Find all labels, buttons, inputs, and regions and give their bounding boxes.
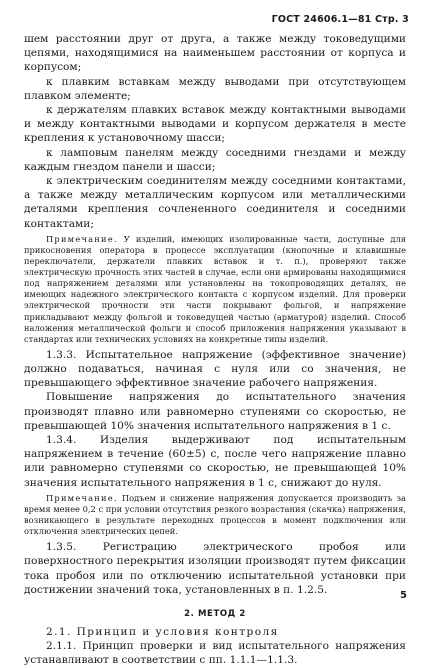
note-voltage-rise: [24, 493, 406, 537]
section-1-3-3-increase: Повышение напряжения до испытательного значения производят плавно или равномерно ступенями со скоростью, не превышающей 10% значения испытательного напряжения в 1 с.: [24, 391, 406, 432]
method-heading: 2. МЕТОД 2: [184, 609, 246, 619]
section-2-1-heading: 2.1. Принцип и условия контроля: [46, 626, 279, 638]
section-2-1-1: 2.1.1. Принцип проверки и вид испытательного напряжения устанавливают в соответствии с пп. 1.1.1—1.1.3.: [24, 640, 406, 667]
note-text: Подъем и снижение напряжения допускается производить за время менее 0,2 с при условии отсутствия резкого возрастания (скачка) напряжения, возникающего в результате переходных процессов в момент подключения или отключения электрических цепей.: [24, 492, 406, 537]
page-header: ГОСТ 24606.1—81 Стр. 3: [271, 14, 409, 25]
section-1-3-5: 1.3.5. Регистрацию электрического пробоя или поверхностного перекрытия изоляции производят путем фиксации тока пробоя или по отключению испытательной установки при достижении значений тока, установленных в п. 1.2.5.: [24, 541, 406, 596]
paragraph-fuse-holders: к держателям плавких вставок между контактными выводами и между контактными выводами и корпусом держателя в месте крепления к установочному шасси;: [24, 104, 406, 145]
paragraph-continuation: шем расстоянии друг от друга, а также между токоведущими цепями, находящимися на наименьшем расстоянии от корпуса и корпусом;: [24, 33, 406, 74]
page-content: [24, 32, 406, 668]
section-1-3-3: 1.3.3. Испытательное напряжение (эффективное значение) должно подаваться, начиная с нуля или со значения, не превышающего эффективное значение рабочего напряжения.: [24, 348, 406, 390]
note-lead: Примечание.: [46, 233, 118, 244]
paragraph-connectors: к электрическим соединителям между соседними контактами, а также между металлическим корпусом или металлическими деталями крепления сочлененного соединителя и соседними контактами;: [24, 175, 406, 230]
paragraph-fuse-inserts: к плавким вставкам между выводами при отсутствующем плавком элементе;: [24, 75, 406, 102]
page-number: 5: [400, 590, 407, 601]
note-insulated-parts: [24, 234, 406, 345]
note-lead: Примечание.: [46, 492, 118, 503]
section-1-3-4: 1.3.4. Изделия выдерживают под испытательным напряжением в течение (60±5) с, после чего напряжение плавно или равномерно ступенями со скоростью, не превышающей 10% значения испытательного напряжения в 1 с, снижают до нуля.: [24, 434, 406, 489]
note-text: У изделий, имеющих изолированные части, доступные для прикосновения оператора в процессе эксплуатации (кнопочные и клавишные переключатели, держатели плавких вставок и т. п.), проверяют также электрическую прочность этих частей в случае, если они армированы находящимися под напряжением деталями или установлены на токопроводящих деталях, не имеющих надежного электрического контакта с корпусом изделий. Для проверки электрической прочности эти части покрывают фольгой, и напряжение прикладывают между фольгой и токоведущей частью (арматурой) изделий. Способ наложения металлической фольги и способ приложения напряжения указывают в стандартах или технических условиях на конкретные типы изделий.: [24, 233, 406, 344]
paragraph-lamp-sockets: к ламповым панелям между соседними гнездами и между каждым гнездом панели и шасси;: [24, 146, 406, 173]
